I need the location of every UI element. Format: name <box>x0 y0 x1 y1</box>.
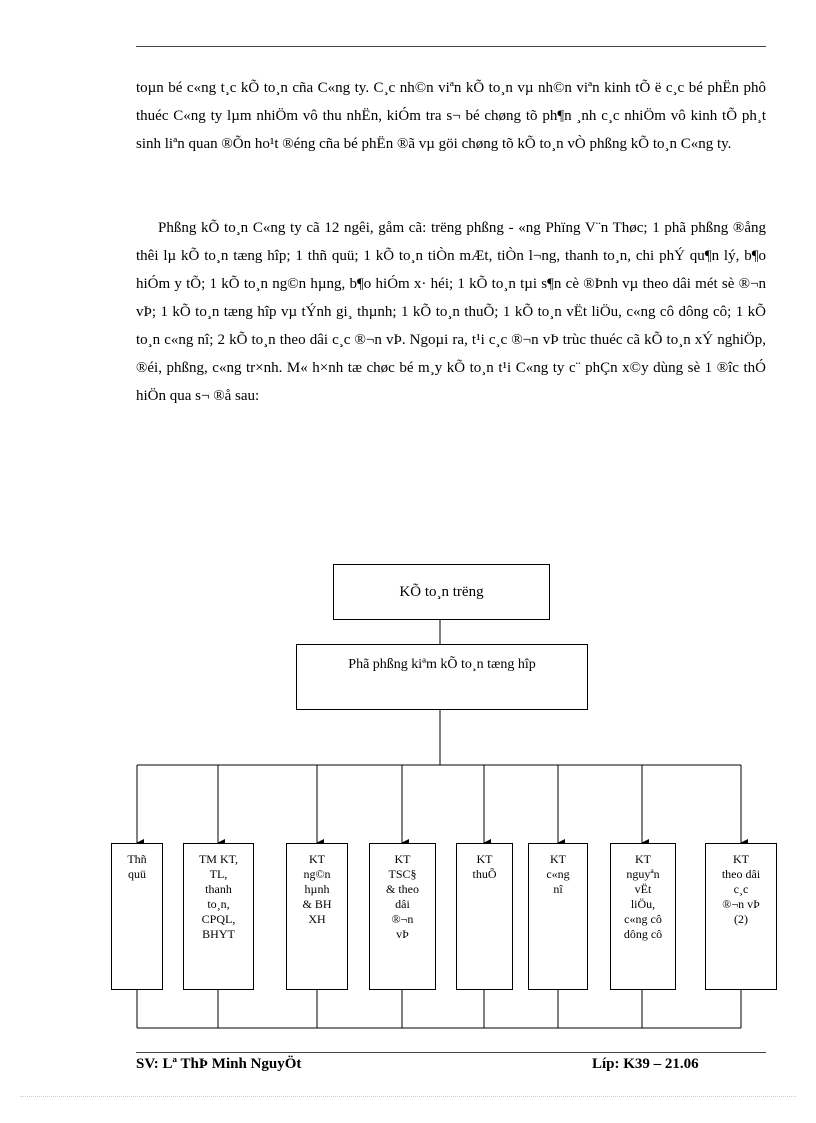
deputy-head-box: Phã phßng kiªm kÕ to¸n tæng hîp <box>296 644 588 710</box>
page-bottom-edge <box>20 1096 796 1097</box>
unit-box-payables: KT c«ng nî <box>528 843 588 990</box>
unit-box-treasurer: Thñ quü <box>111 843 163 990</box>
unit-box-bank-insurance: KT ng©n hµnh & BH XH <box>286 843 348 990</box>
unit-box-subunits: KT theo dâi c¸c ®¬n vÞ (2) <box>705 843 777 990</box>
body-paragraph-2: Phßng kÕ to¸n C«ng ty cã 12 ngêi, gåm cã: trëng phßng - «ng Phïng V¨n Thøc; 1 phã phßng ®ång thêi lµ kÕ to¸n tæng hîp; 1 thñ quü; 1 kÕ to¸n tiÒn mÆt, tiÒn l¬ng, thanh to¸n, chi phÝ qu¶n lý, b¶o hiÓm y tÕ; 1 kÕ to¸n ng©n hµng, b¶o hiÓm x· héi; 1 kÕ to¸n tµi s¶n cè ®Þnh vµ theo dâi mét sè ®¬n vÞ; 1 kÕ to¸n tæng hîp vµ tÝnh gi¸ thµnh; 1 kÕ to¸n thuÕ; 1 kÕ to¸n vËt liÖu, c«ng cô dông cô; 1 kÕ to¸n c«ng nî; 2 kÕ to¸n theo dâi c¸c ®¬n vÞ. Ngoµi ra, t¹i c¸c ®¬n vÞ trùc thuéc cã kÕ to¸n xÝ nghiÖp, ®éi, phßng, c«ng tr×nh. M« h×nh tæ chøc bé m¸y kÕ to¸n t¹i C«ng ty c¨ phÇn x©y dùng sè 1 ®îc thÓ hiÖn qua s¬ ®å sau: <box>136 220 766 404</box>
unit-box-cash-salary: TM KT, TL, thanh to¸n, CPQL, BHYT <box>183 843 254 990</box>
footer-rule <box>136 1052 766 1053</box>
body-paragraph-1: toµn bé c«ng t¸c kÕ to¸n cña C«ng ty. C¸c nh©n viªn kÕ to¸n vµ nh©n viªn kinh tÕ ë c¸c bé phËn phô thuéc C«ng ty lµm nhiÖm vô thu nhËn, kiÓm tra s¬ bé chøng tõ ph¶n ¸nh c¸c nhiÖm vô kinh tÕ ph¸t sinh liªn quan ®Õn ho¹t ®éng cña bé phËn ®ã vµ göi chøng tõ kÕ to¸n vÒ phßng kÕ to¸n C«ng ty. <box>136 80 766 152</box>
chief-accountant-box: KÕ to¸n trëng <box>333 564 550 620</box>
footer-student-name: SV: Lª ThÞ Minh NguyÖt <box>136 1056 302 1072</box>
unit-box-materials: KT nguyªn vËt liÖu, c«ng cô dông cô <box>610 843 676 990</box>
unit-box-fixed-assets: KT TSC§ & theo dâi ®¬n vÞ <box>369 843 436 990</box>
unit-box-tax: KT thuÕ <box>456 843 513 990</box>
footer-class: Líp: K39 – 21.06 <box>592 1056 699 1072</box>
